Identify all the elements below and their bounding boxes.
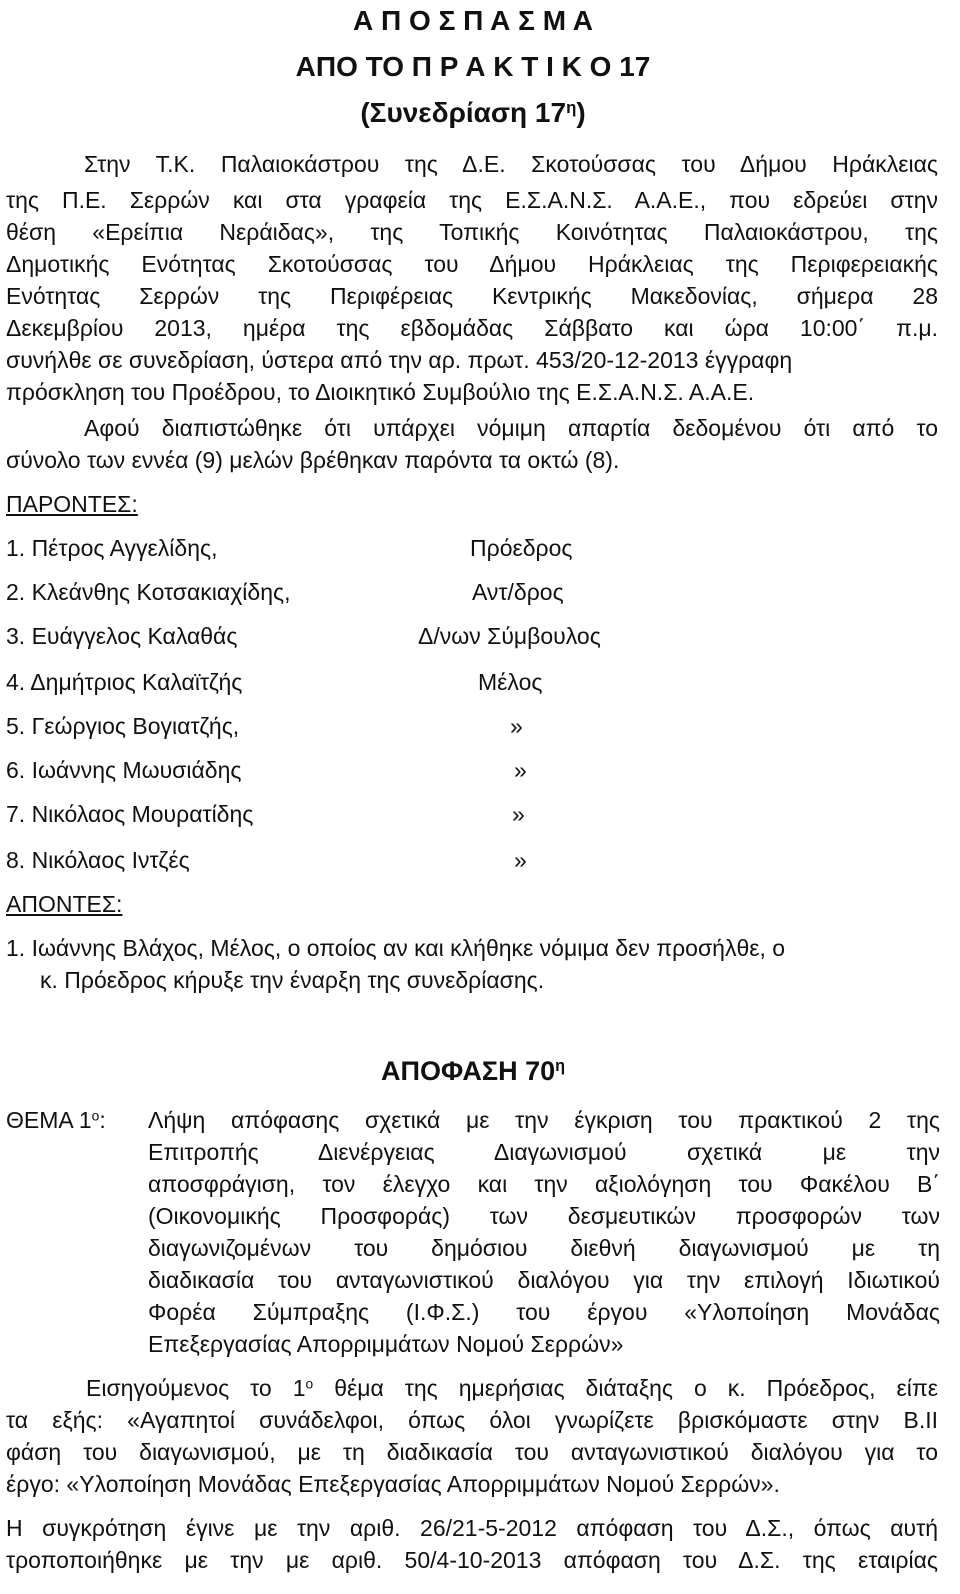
- final-line: τροποποιήθηκε με την με αριθ. 50/4-10-2013 απόφαση του Δ.Σ. της εταιρίας: [6, 1547, 938, 1573]
- intro-line: πρόσκληση του Προέδρου, το Διοικητικό Συμβούλιο της Ε.Σ.Α.Ν.Σ. Α.Α.Ε.: [6, 379, 755, 405]
- intro-line: Στην Τ.Κ. Παλαιοκάστρου της Δ.Ε. Σκοτούσσας του Δήμου Ηράκλειας: [84, 151, 938, 177]
- report-first-line: Εισηγούμενος το $1^o$ θέμα της ημερήσιας διάταξης ο κ. Πρόεδρος, είπε: [86, 1375, 938, 1401]
- present-label: ΠΑΡΟΝΤΕΣ:: [6, 491, 138, 517]
- final-line: Η συγκρότηση έγινε με την αριθ. 26/21-5-2012 απόφαση του Δ.Σ., όπως αυτή: [6, 1515, 938, 1541]
- absent-line: 1. Ιωάννης Βλάχος, Μέλος, ο οποίος αν και κλήθηκε νόμιμα δεν προσήλθε, ο: [6, 935, 786, 961]
- theme-line: (Οικονομικής Προσφοράς) των δεσμευτικών προσφορών των: [148, 1203, 940, 1229]
- member-role: »: [512, 801, 525, 827]
- intro-line: Δημοτικής Ενότητας Σκοτούσσας του Δήμου Ηράκλειας της Περιφερειακής: [6, 251, 938, 277]
- report-line: τα εξής: «Αγαπητοί συνάδελφοι, όπως όλοι γνωρίζετε βρισκόμαστε στην Β.ΙΙ: [6, 1407, 938, 1433]
- theme-line: διαδικασία του ανταγωνιστικού διαλόγου για την επιλογή Ιδιωτικού: [148, 1267, 940, 1293]
- member-role: Αντ/δρος: [472, 579, 564, 605]
- member-name: 6. Ιωάννης Μωυσιάδης: [6, 757, 242, 783]
- theme-line: Επιτροπής Διενέργειας Διαγωνισμού σχετικά με την: [148, 1139, 940, 1165]
- member-name: 8. Νικόλαος Ιντζές: [6, 847, 190, 873]
- member-name: 3. Ευάγγελος Καλαθάς: [6, 623, 238, 649]
- member-name: 4. Δημήτριος Καλαϊτζής: [6, 669, 243, 695]
- member-role: »: [514, 757, 527, 783]
- member-role: »: [514, 847, 527, 873]
- intro-line: συνήλθε σε συνεδρίαση, ύστερα από την αρ. πρωτ. 453/20-12-2013 έγγραφη: [6, 347, 793, 373]
- quorum-line: Αφού διαπιστώθηκε ότι υπάρχει νόμιμη απαρτία δεδομένου ότι από το: [84, 415, 938, 441]
- member-role: Δ/νων Σύμβουλος: [418, 623, 601, 649]
- intro-line: Ενότητας Σερρών της Περιφέρειας Κεντρικής Μακεδονίας, σήμερα 28: [6, 283, 938, 309]
- intro-line: θέση «Ερείπια Νεράιδας», της Τοπικής Κοινότητας Παλαιοκάστρου, της: [6, 219, 938, 245]
- theme-label: ΘΕΜΑ $1^o$:: [6, 1107, 106, 1133]
- member-role: Μέλος: [478, 669, 543, 695]
- report-line: φάση του διαγωνισμού, με τη διαδικασία του ανταγωνιστικού διαλόγου για το: [6, 1439, 938, 1465]
- member-name: 5. Γεώργιος Βογιατζής,: [6, 713, 240, 739]
- decision-title: ΑΠΟΦΑΣΗ $70^\eta$: [380, 1056, 566, 1086]
- document-subtitle: ΑΠΟ ΤΟ Π Ρ Α Κ Τ Ι Κ Ο 17: [295, 51, 651, 82]
- member-name: 1. Πέτρος Αγγελίδης,: [6, 535, 218, 561]
- report-line: έργο: «Υλοποίηση Μονάδας Επεξεργασίας Απορριμμάτων Νομού Σερρών».: [6, 1471, 780, 1497]
- member-name: 2. Κλεάνθης Κοτσακιαχίδης,: [6, 579, 291, 605]
- absent-label: ΑΠΟΝΤΕΣ:: [6, 891, 123, 917]
- absent-line: κ. Πρόεδρος κήρυξε την έναρξη της συνεδρίασης.: [40, 967, 545, 993]
- theme-line: Λήψη απόφασης σχετικά με την έγκριση του πρακτικού 2 της: [148, 1107, 940, 1133]
- theme-line: διαγωνιζομένων του δημόσιου διεθνή διαγωνισμού με τη: [148, 1235, 940, 1261]
- intro-line: Δεκεμβρίου 2013, ημέρα της εβδομάδας Σάββατο και ώρα 10:00΄ π.μ.: [6, 315, 938, 341]
- theme-line: αποσφράγιση, τον έλεγχο και την αξιολόγηση του Φακέλου Β΄: [148, 1171, 940, 1197]
- member-name: 7. Νικόλαος Μουρατίδης: [6, 801, 254, 827]
- quorum-line: σύνολο των εννέα (9) μελών βρέθηκαν παρόντα τα οκτώ (8).: [6, 447, 620, 473]
- theme-line: Επεξεργασίας Απορριμμάτων Νομού Σερρών»: [148, 1331, 624, 1357]
- session-label: (Συνεδρίαση $17^\eta$): [360, 97, 586, 128]
- member-role: »: [510, 713, 523, 739]
- document-title: Α Π Ο Σ Π Α Σ Μ Α: [353, 5, 593, 36]
- intro-line: της Π.Ε. Σερρών και στα γραφεία της Ε.Σ.Α.Ν.Σ. Α.Α.Ε., που εδρεύει στην: [6, 187, 938, 213]
- theme-line: Φορέα Σύμπραξης (Ι.Φ.Σ.) του έργου «Υλοποίηση Μονάδας: [148, 1299, 940, 1325]
- member-role: Πρόεδρος: [470, 535, 573, 561]
